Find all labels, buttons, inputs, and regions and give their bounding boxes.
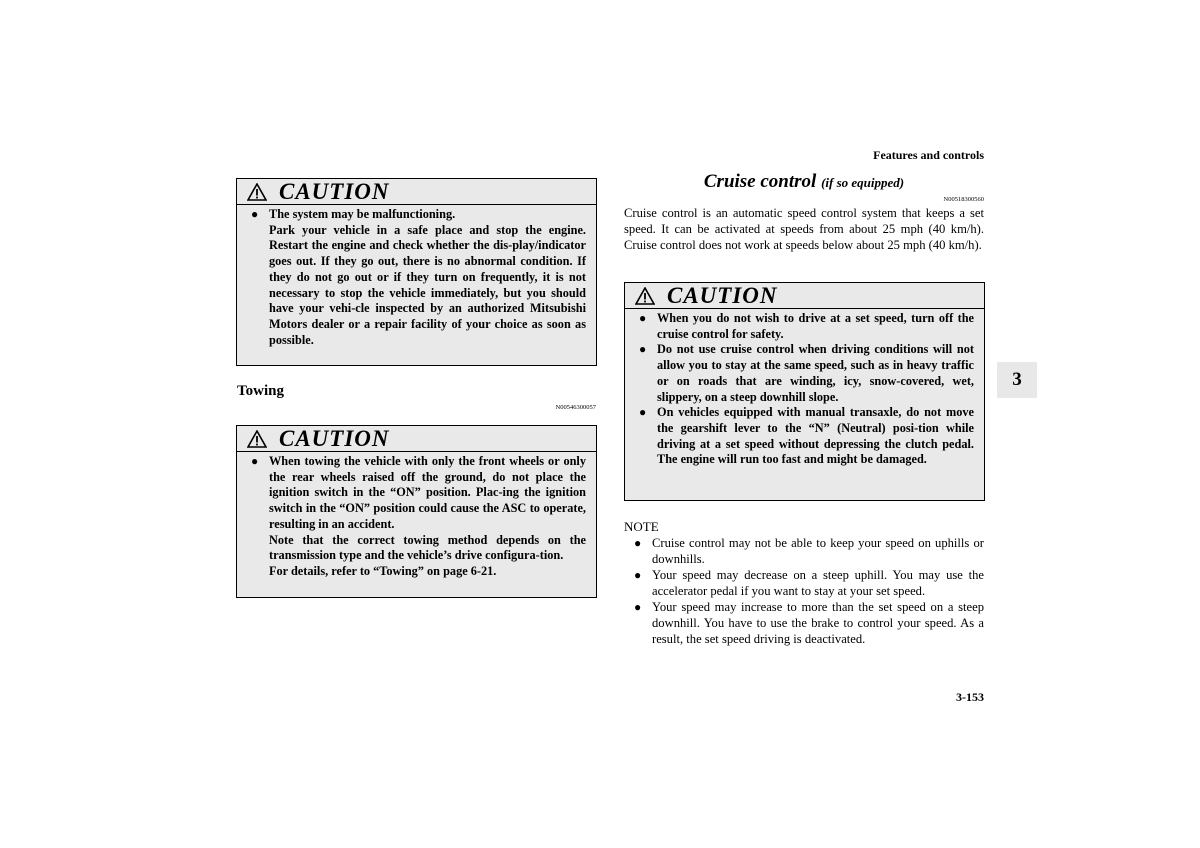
- bullet: ●: [634, 600, 642, 614]
- page-number: 3-153: [956, 690, 984, 704]
- caution-text: For details, refer to “Towing” on page 6-21.: [269, 563, 497, 578]
- caution-text: When you do not wish to drive at a set speed, turn off the cruise control for safety.: [657, 311, 974, 341]
- caution-text: When towing the vehicle with only the front wheels or only the rear wheels raised off the ground, do not place the ignition switch in the “ON” position. Plac-ing the ignition switch in the “ON” position could cause the ASC to operate, resulting in an accident.: [269, 454, 586, 531]
- caution-item: [639, 342, 974, 405]
- section-code: N00546300057: [555, 404, 596, 411]
- caution-box-cruise: [624, 282, 985, 501]
- note-section: [624, 519, 984, 647]
- caution-text: Do not use cruise control when driving conditions will not allow you to stay at the same speed, such as in heavy traffic or on roads that are winding, icy, snow-covered, wet, slippery, on a steep downhill slope.: [657, 342, 974, 404]
- title-main: Cruise control: [703, 171, 817, 192]
- header-title: Features and controls: [873, 148, 984, 162]
- bullet: ●: [251, 454, 259, 468]
- bullet: ●: [639, 405, 647, 420]
- section-title-towing: Towing: [237, 383, 284, 399]
- caution-header: [237, 426, 596, 452]
- caution-header: [237, 179, 596, 205]
- caution-box-towing: [236, 425, 597, 598]
- note-item: [634, 599, 984, 647]
- section-code: N00518300560: [943, 196, 984, 203]
- note-text: Your speed may decrease on a steep uphill. You may use the accelerator pedal if you want to stay at your set speed.: [652, 568, 984, 598]
- caution-item: [251, 454, 586, 580]
- caution-title: CAUTION: [667, 283, 778, 308]
- note-text: Cruise control may not be able to keep your speed on uphills or downhills.: [652, 536, 984, 566]
- caution-text: Note that the correct towing method depends on the transmission type and the vehicle’s drive configura-tion.: [269, 532, 586, 563]
- note-item: [634, 567, 984, 599]
- chapter-tab-label: 3: [1012, 369, 1022, 390]
- bullet: ●: [251, 207, 259, 221]
- caution-text: The system may be malfunctioning.: [269, 207, 456, 221]
- bullet: ●: [639, 311, 647, 325]
- note-text: Your speed may increase to more than the set speed on a steep downhill. You have to use the brake to control your speed. As a result, the set speed driving is deactivated.: [652, 600, 984, 646]
- caution-item: [639, 311, 974, 342]
- section-title-cruise-control: [624, 171, 984, 193]
- warning-triangle-icon: [247, 430, 267, 448]
- caution-text: On vehicles equipped with manual transaxle, do not move the gearshift lever to the “N” (Neutral) posi-tion while driving at a set speed without depressing the clutch pedal. The engine will run too fast and might be damaged.: [657, 405, 974, 467]
- caution-title: CAUTION: [279, 179, 390, 204]
- caution-box-malfunction: [236, 178, 597, 366]
- caution-item: [639, 405, 974, 468]
- bullet: ●: [639, 342, 647, 357]
- bullet: ●: [634, 568, 642, 582]
- caution-body: [237, 452, 596, 584]
- caution-title: CAUTION: [279, 426, 390, 451]
- note-label: NOTE: [624, 519, 659, 534]
- caution-item: [251, 207, 586, 348]
- intro-paragraph: Cruise control is an automatic speed control system that keeps a set speed. It can be activated at speeds from about 25 mph (40 km/h). Cruise control does not work at speeds below about 25 mph (40 km/h).: [624, 206, 984, 252]
- bullet: ●: [634, 536, 642, 550]
- warning-triangle-icon: [635, 287, 655, 305]
- caution-text: Park your vehicle in a safe place and stop the engine. Restart the engine and check whether the dis-play/indicator goes out. If they go out, there is no abnormal condition. If they do not go out or if they turn on frequently, it is not necessary to stop the vehicle immediately, but you should have your vehi-cle inspected by an authorized Mitsubishi Motors dealer or a repair facility of your choice as soon as possible.: [269, 222, 586, 347]
- caution-body: [237, 205, 596, 352]
- caution-header: [625, 283, 984, 309]
- warning-triangle-icon: [247, 183, 267, 201]
- note-item: [634, 535, 984, 567]
- title-subtitle: (if so equipped): [821, 175, 905, 190]
- chapter-tab: [997, 362, 1037, 398]
- caution-body: [625, 309, 984, 472]
